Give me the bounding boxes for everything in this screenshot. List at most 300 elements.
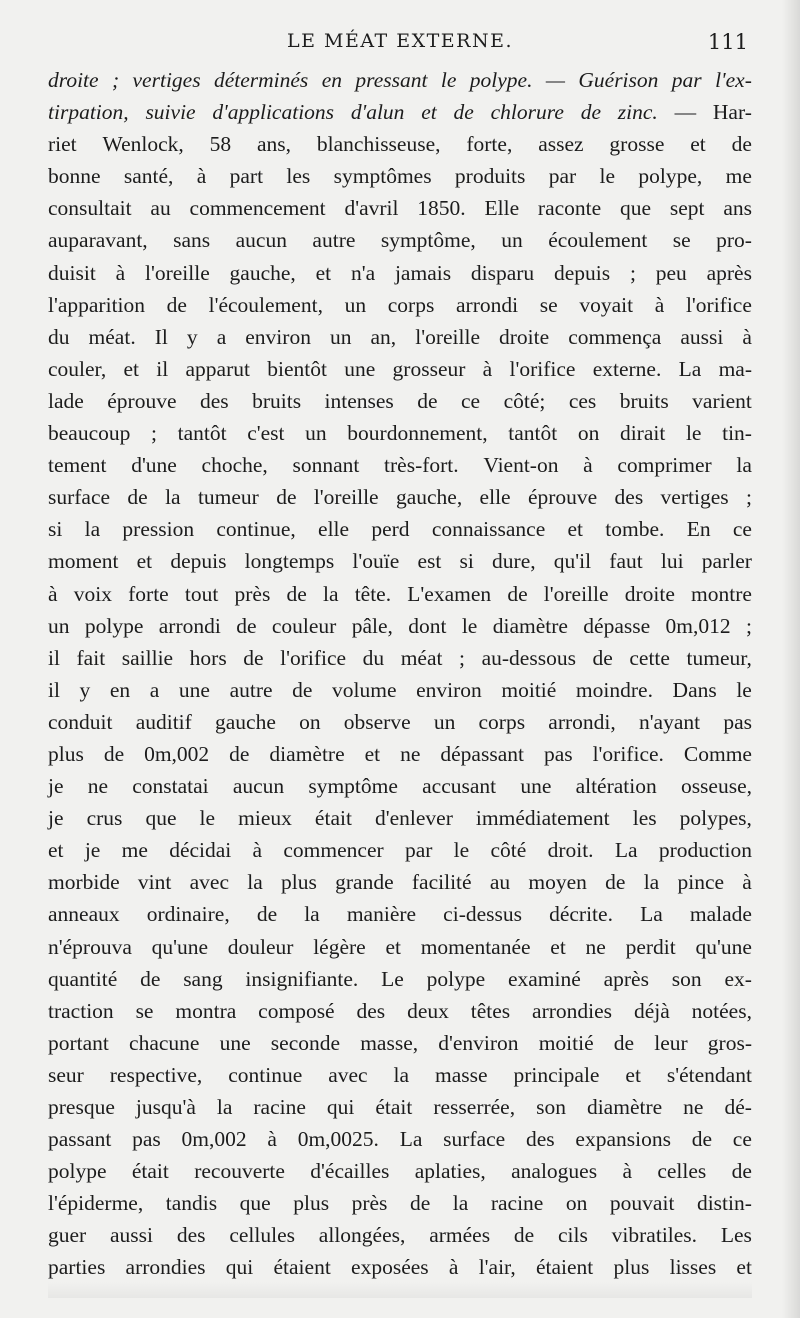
word: sonnant <box>292 453 360 478</box>
word: fait <box>76 645 106 670</box>
word: plus <box>48 741 84 766</box>
word: moment <box>48 549 119 574</box>
word: auparavant, <box>48 228 148 253</box>
text-line <box>48 802 752 834</box>
word: guer <box>48 1223 87 1248</box>
word: éprouve <box>527 485 598 510</box>
word: l'orifice <box>509 356 576 381</box>
word: L'examen <box>407 581 492 606</box>
word: d'environ <box>438 1030 519 1055</box>
word: depuis <box>554 260 611 285</box>
word: et <box>736 1255 752 1280</box>
word: pâle, <box>351 613 393 638</box>
text-line <box>48 706 752 738</box>
word: anneaux <box>48 902 120 927</box>
word: ne <box>87 774 109 799</box>
running-title: LE MÉAT EXTERNE. <box>286 30 514 52</box>
word: tin- <box>722 421 752 446</box>
word: qu'il <box>553 549 592 574</box>
text-line <box>48 963 752 995</box>
italic-word: Guérison <box>578 68 659 92</box>
text-line <box>48 1123 752 1155</box>
word: depuis <box>170 549 227 574</box>
word: un <box>329 324 352 349</box>
text-line <box>48 481 752 513</box>
text-line <box>48 995 752 1027</box>
word: seur <box>48 1062 84 1087</box>
word: décidai <box>169 838 232 863</box>
word: qui <box>326 1095 355 1119</box>
word: diamètre <box>586 1095 663 1119</box>
word: pince <box>677 870 725 895</box>
word: aucun <box>235 228 287 253</box>
word: mieux <box>238 806 292 831</box>
word: la <box>216 1095 233 1119</box>
word: auditif <box>135 709 192 734</box>
word: gauche, <box>229 260 296 285</box>
word: de <box>417 388 438 413</box>
text-line <box>48 224 752 256</box>
text-line <box>48 449 752 481</box>
word: arrondies <box>125 1255 206 1280</box>
word: jusqu'à <box>135 1095 196 1119</box>
word: pas <box>132 1127 161 1152</box>
word: vint <box>137 870 172 895</box>
word: était <box>131 1159 169 1184</box>
italic-word: le <box>440 68 457 92</box>
text-line <box>48 353 752 385</box>
italic-word: zinc. <box>617 100 658 125</box>
word: La <box>399 1127 423 1152</box>
word: pas <box>723 709 752 734</box>
word: ci-dessus <box>443 902 522 927</box>
word: l'orifice <box>685 292 752 317</box>
italic-word: polype. <box>469 68 533 92</box>
word: la <box>322 581 339 606</box>
word: un <box>305 421 327 446</box>
word: bruits <box>252 388 302 413</box>
word: ne <box>683 1095 704 1119</box>
word: et <box>625 1062 641 1087</box>
word: altération <box>575 774 657 799</box>
word: l'oreille <box>415 324 480 349</box>
word: aussi <box>680 324 724 349</box>
word: de <box>276 485 297 510</box>
word: que <box>620 196 652 221</box>
word: arrondi <box>158 613 221 638</box>
word: la <box>84 517 101 542</box>
word: les <box>286 164 311 189</box>
word: Le <box>381 966 404 991</box>
word: de <box>292 677 313 702</box>
word: autre <box>312 228 356 253</box>
word: il <box>156 356 169 381</box>
word: n'ayant <box>638 709 701 734</box>
word: constatai <box>132 774 209 799</box>
word: environ <box>245 324 311 349</box>
word: le <box>685 421 702 446</box>
word: avec <box>189 870 229 895</box>
italic-word: droite <box>48 68 99 92</box>
word: plus <box>613 1255 650 1280</box>
word: momentanée <box>420 934 531 959</box>
word: saillie <box>121 645 174 670</box>
italic-word: d'alun <box>350 100 405 125</box>
text-line <box>48 1059 752 1091</box>
word: un <box>501 228 523 253</box>
word: ; <box>459 645 466 670</box>
word: commença <box>568 324 662 349</box>
word: côté; <box>503 388 546 413</box>
word: polype, <box>638 164 703 189</box>
word: l'ouïe <box>352 549 400 574</box>
word: aplaties, <box>414 1159 486 1184</box>
text-line <box>48 834 752 866</box>
word: Comme <box>683 741 752 766</box>
word: ; <box>151 421 157 446</box>
word: dure, <box>492 549 536 574</box>
italic-word: ; <box>111 68 120 92</box>
word: moyen <box>528 870 587 895</box>
word: peu <box>655 260 687 285</box>
word: polype <box>426 966 486 991</box>
word: s'étendant <box>666 1062 752 1087</box>
word: En <box>686 517 711 542</box>
word: moindre. <box>575 677 653 702</box>
word: voyait <box>579 292 634 317</box>
word: diamètre <box>492 613 568 638</box>
word: chacune <box>129 1030 200 1055</box>
text-line <box>48 738 752 770</box>
word: leur <box>654 1030 688 1055</box>
word: sans <box>173 228 211 253</box>
word: tombe. <box>605 517 665 542</box>
word: osseuse, <box>680 774 752 799</box>
word: polypes, <box>679 806 752 831</box>
word: l'orifice <box>280 645 347 670</box>
word: de <box>229 741 250 766</box>
word: montre <box>691 581 752 606</box>
italic-word: l'ex- <box>715 68 752 92</box>
word: immédiatement <box>475 806 610 831</box>
word: je <box>84 838 101 863</box>
text-line <box>48 1091 752 1123</box>
word: surface <box>48 485 111 510</box>
word: et <box>385 934 401 959</box>
word: on <box>565 1191 588 1216</box>
word: la <box>643 870 660 895</box>
word: y <box>79 677 91 702</box>
word: portant <box>48 1030 109 1055</box>
word: malade <box>689 902 752 927</box>
text-line <box>48 642 752 674</box>
word: La <box>640 902 663 927</box>
word: l'oreille <box>144 260 210 285</box>
word: de <box>127 485 148 510</box>
word: l'oreille <box>543 581 609 606</box>
word: exposées <box>351 1255 429 1280</box>
word: raconte <box>537 196 602 221</box>
italic-word: vertiges <box>132 68 201 92</box>
word: de <box>286 581 307 606</box>
word: éprouve <box>107 388 177 413</box>
word: méat <box>400 645 443 670</box>
word: un <box>344 292 367 317</box>
text-line <box>48 1219 752 1251</box>
text-line <box>48 257 752 289</box>
word: aucun <box>232 774 285 799</box>
text-line <box>48 1251 752 1283</box>
word: cette <box>629 645 670 670</box>
word: des <box>614 485 644 510</box>
word: parler <box>701 549 752 574</box>
word: voix <box>73 581 112 606</box>
word: à <box>622 1159 632 1184</box>
word: c'est <box>247 421 285 446</box>
word: de <box>613 1030 635 1055</box>
word: du <box>48 324 70 349</box>
word: environ <box>416 677 482 702</box>
word: d'une <box>131 453 177 478</box>
word: 0m,012 <box>665 613 731 638</box>
word: dé- <box>724 1095 752 1119</box>
text-line <box>48 417 752 449</box>
word: Vient-on <box>483 453 559 478</box>
word: ; <box>746 613 752 638</box>
word: et <box>690 132 706 157</box>
word: de <box>592 645 613 670</box>
word: corps <box>387 292 435 317</box>
word: commencer <box>283 838 384 863</box>
word: apparut <box>185 356 250 381</box>
word: masse, <box>360 1030 419 1055</box>
text-line <box>48 160 752 192</box>
word: ans, <box>257 132 292 157</box>
word: connaissance <box>431 517 546 542</box>
word: moitié <box>501 677 557 702</box>
word: couler, <box>48 356 107 381</box>
italic-word: pressant <box>355 68 428 92</box>
word: à <box>482 356 493 381</box>
word: Il <box>154 324 168 349</box>
word: ma- <box>718 356 752 381</box>
word: polype <box>84 613 144 638</box>
word: grande <box>335 870 394 895</box>
word: longtemps <box>244 549 335 574</box>
word: d'écailles <box>310 1159 390 1184</box>
word: des <box>176 1223 206 1248</box>
word: tumeur, <box>686 645 752 670</box>
word: l'épiderme, <box>48 1191 144 1216</box>
word: hors <box>189 645 227 670</box>
word: continue <box>228 1062 303 1087</box>
word: arrondi <box>456 292 519 317</box>
word: pression <box>122 517 195 542</box>
word: au <box>489 870 511 895</box>
word: tement <box>48 453 107 478</box>
word: à <box>196 164 207 189</box>
word: il <box>48 677 60 702</box>
word: on <box>299 709 321 734</box>
word: d'avril <box>344 196 399 221</box>
word: très-fort. <box>384 453 459 478</box>
word: qui <box>225 1255 254 1280</box>
word: sang <box>183 966 223 991</box>
word: et <box>123 356 140 381</box>
word: si <box>459 549 474 574</box>
word: polype <box>48 1159 107 1184</box>
word: en <box>109 677 131 702</box>
word: racine <box>490 1191 544 1216</box>
word: riet <box>48 132 77 157</box>
word: comprimer <box>617 453 712 478</box>
word: 1850. <box>417 196 466 221</box>
word: grosse <box>609 132 665 157</box>
text-line <box>48 674 752 706</box>
text-line <box>48 513 752 545</box>
word: allongées, <box>318 1223 406 1248</box>
word: 0m,002 <box>144 741 210 766</box>
word: que <box>239 1191 271 1216</box>
word: une <box>520 774 552 799</box>
word: ce <box>732 1127 752 1152</box>
text-line <box>48 289 752 321</box>
word: on <box>577 421 600 446</box>
text-line <box>48 1027 752 1059</box>
word: bonne <box>48 164 101 189</box>
word: se <box>135 998 154 1023</box>
word: tantôt <box>508 421 558 446</box>
word: — <box>674 100 697 125</box>
word: ces <box>568 388 597 413</box>
word: passant <box>48 1127 112 1152</box>
word: dépasse <box>583 613 651 638</box>
word: symptôme <box>308 774 398 799</box>
word: la <box>304 902 320 927</box>
word: étaient <box>535 1255 594 1280</box>
text-line <box>48 578 752 610</box>
word: ce <box>461 388 481 413</box>
word: corps <box>478 709 526 734</box>
word: il <box>48 645 60 670</box>
word: notées, <box>691 998 752 1023</box>
word: si <box>48 517 63 542</box>
word: de <box>166 292 187 317</box>
italic-word: tirpation, <box>48 100 129 125</box>
word: tumeur <box>197 485 259 510</box>
word: surface <box>443 1127 506 1152</box>
word: de <box>507 581 528 606</box>
word: de <box>236 613 257 638</box>
word: perd <box>371 517 410 542</box>
word: par <box>548 164 577 189</box>
word: et <box>567 517 584 542</box>
italic-word: et <box>421 100 437 125</box>
word: ordinaire, <box>146 902 230 927</box>
word: des <box>525 1127 555 1152</box>
word: près <box>234 581 271 606</box>
word: pouvait <box>609 1191 675 1216</box>
word: l'écoulement, <box>208 292 323 317</box>
word: l'air, <box>478 1255 516 1280</box>
word: celles <box>657 1159 707 1184</box>
word: choche, <box>201 453 268 478</box>
text-line <box>48 321 752 353</box>
word: montra <box>175 998 237 1023</box>
word: lui <box>660 549 684 574</box>
word: la <box>393 1062 410 1087</box>
word: disparu <box>470 260 535 285</box>
word: gauche, <box>395 485 463 510</box>
word: qu'une <box>695 934 752 959</box>
word: étaient <box>273 1255 331 1280</box>
word: forte, <box>466 132 513 157</box>
word: lade <box>48 388 84 413</box>
word: morbide <box>48 870 120 895</box>
word: santé, <box>123 164 174 189</box>
word: tête. <box>354 581 392 606</box>
word: par <box>404 838 433 863</box>
word: blanchisseuse, <box>316 132 441 157</box>
text-line <box>48 64 752 96</box>
word: production <box>658 838 752 863</box>
text-line <box>48 1155 752 1187</box>
word: une <box>344 356 376 381</box>
word: de <box>103 741 125 766</box>
word: 0m,0025. <box>297 1127 379 1152</box>
word: l'orifice. <box>592 741 664 766</box>
word: l'apparition <box>48 292 146 317</box>
text-line <box>48 931 752 963</box>
bleed-through-shadow <box>48 1282 752 1298</box>
italic-word: en <box>321 68 342 92</box>
running-head <box>48 30 752 60</box>
word: manière <box>346 902 417 927</box>
word: racine <box>253 1095 306 1119</box>
italic-word: — <box>545 68 565 92</box>
text-line <box>48 1187 752 1219</box>
word: beaucoup <box>48 421 131 446</box>
text-line <box>48 898 752 930</box>
word: symptôme, <box>380 228 476 253</box>
word: presque <box>48 1095 115 1119</box>
word: cils <box>558 1223 588 1248</box>
word: à <box>654 292 665 317</box>
word: la <box>247 870 263 895</box>
word: après <box>706 260 752 285</box>
word: traction <box>48 998 114 1023</box>
word: elle <box>318 517 350 542</box>
word: accusant <box>422 774 497 799</box>
word: droite <box>624 581 675 606</box>
text-line <box>48 96 752 128</box>
italic-word: suivie <box>145 100 196 125</box>
word: et <box>364 741 381 766</box>
word: varient <box>692 388 752 413</box>
word: l'oreille <box>313 485 379 510</box>
word: recouverte <box>194 1159 285 1184</box>
word: vibratiles. <box>611 1223 698 1248</box>
word: à <box>267 1127 277 1152</box>
word: aussi <box>110 1223 154 1248</box>
text-line <box>48 866 752 898</box>
word: est <box>417 549 442 574</box>
word: tandis <box>165 1191 218 1216</box>
word: vertiges <box>660 485 729 510</box>
word: bientôt <box>267 356 327 381</box>
word: symptômes <box>333 164 432 189</box>
word: 0m,002 <box>181 1127 247 1152</box>
